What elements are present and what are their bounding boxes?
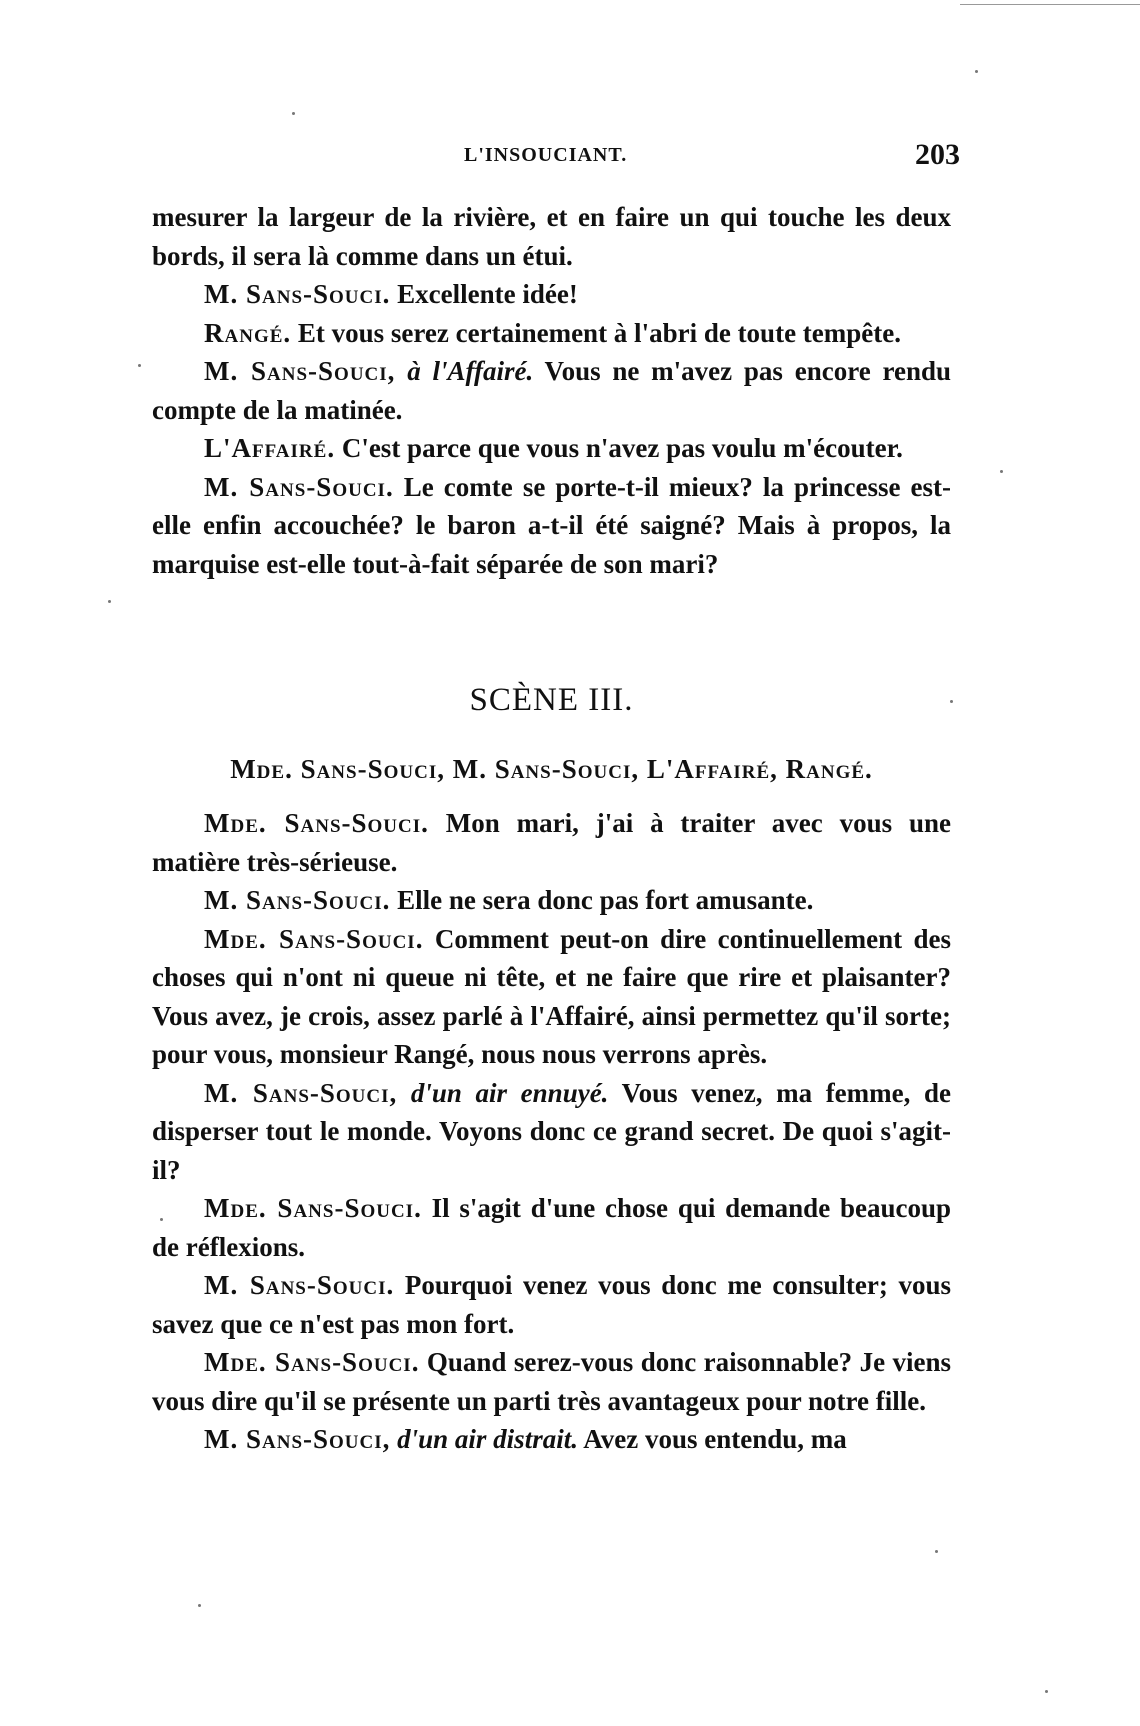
dialogue-text: Vous ne m'avez pas encore rendu compte de la matinée. — [152, 356, 951, 425]
dialogue-block-bottom — [152, 804, 951, 1459]
scan-speck — [1045, 1690, 1048, 1693]
speaker-name: M. Sans-Souci, — [204, 1424, 391, 1454]
dialogue-text: Vous venez, ma femme, de disperser tout le monde. Voyons donc ce grand secret. De quoi s'agit-il? — [152, 1077, 952, 1185]
dialogue-text: Pourquoi venez vous donc me consulter; vous savez que ce n'est pas mon fort. — [152, 1270, 951, 1339]
dialogue-text: Excellente idée! — [390, 279, 578, 309]
speaker-name: M. Sans-Souci. — [204, 471, 394, 502]
dialogue-text: Il s'agit d'une chose qui demande beaucoup de réflexions. — [152, 1193, 952, 1262]
dialogue-paragraph — [152, 1189, 951, 1266]
dialogue-paragraph — [152, 804, 951, 881]
page-number: 203 — [915, 138, 960, 171]
dialogue-text: Quand serez-vous donc raisonnable? Je viens vous dire qu'il se présente un parti très avantageux pour notre fille. — [152, 1347, 951, 1416]
running-head — [152, 138, 960, 178]
running-title: L'INSOUCIANT. — [464, 144, 628, 166]
dialogue-paragraph — [152, 920, 951, 1074]
dialogue-paragraph — [152, 468, 951, 584]
scan-speck — [198, 1604, 201, 1607]
speaker-name: M. Sans-Souci, — [204, 1077, 398, 1108]
scan-speck — [292, 112, 295, 115]
scene-cast-list: Mde. Sans-Souci, M. Sans-Souci, L'Affairé, Rangé. — [230, 754, 873, 784]
dialogue-text: Comment peut-on dire continuellement des choses qui n'ont ni queue ni tête, et ne faire que rire et plaisanter? Vous avez, je crois, assez parlé à l'Affairé, ainsi permettez qu'il sorte; pour vous, monsieur Rangé, nous nous verrons après. — [152, 923, 951, 1069]
dialogue-text: Elle ne sera donc pas fort amusante. — [390, 885, 814, 915]
speaker-name: L'Affairé. — [204, 433, 336, 463]
dialogue-text: C'est parce que vous n'avez pas voulu m'écouter. — [335, 433, 903, 463]
speaker-name: Rangé. — [204, 317, 292, 348]
dialogue-paragraph — [152, 1074, 951, 1190]
scan-speck — [138, 364, 141, 367]
speaker-name: M. Sans-Souci. — [204, 279, 391, 309]
dialogue-paragraph — [152, 198, 951, 275]
dialogue-paragraph — [152, 429, 951, 468]
scene-heading: SCÈNE III. — [469, 682, 634, 718]
dialogue-paragraph — [152, 881, 951, 920]
dialogue-paragraph — [152, 1420, 951, 1459]
scan-speck — [950, 700, 953, 703]
dialogue-paragraph — [152, 314, 951, 353]
stage-direction: d'un air distrait. — [390, 1424, 578, 1454]
speaker-name: Mde. Sans-Souci. — [204, 1193, 422, 1223]
scan-speck — [160, 1218, 163, 1221]
dialogue-paragraph — [152, 275, 951, 314]
stage-direction: d'un air ennuyé. — [397, 1077, 609, 1108]
speaker-name: Mde. Sans-Souci. — [204, 808, 429, 838]
speaker-name: M. Sans-Souci. — [204, 885, 391, 915]
speaker-name: Mde. Sans-Souci. — [204, 1347, 420, 1377]
top-edge-rule — [960, 4, 1140, 5]
speaker-name: Mde. Sans-Souci. — [204, 923, 424, 954]
scan-speck — [108, 600, 111, 603]
speaker-name: M. Sans-Souci, — [204, 356, 396, 386]
stage-direction: à l'Affairé. — [395, 356, 534, 386]
dialogue-paragraph — [152, 1266, 951, 1343]
dialogue-text: Avez vous entendu, ma — [577, 1424, 847, 1454]
dialogue-text: mesurer la largeur de la rivière, et en faire un qui touche les deux bords, il sera là comme dans un étui. — [152, 202, 951, 271]
dialogue-block-top — [152, 198, 951, 583]
speaker-name: M. Sans-Souci. — [204, 1270, 395, 1300]
dialogue-text: Et vous serez certainement à l'abri de toute tempête. — [291, 317, 901, 348]
scan-speck — [975, 70, 978, 73]
dialogue-text: Le comte se porte-t-il mieux? la princesse est-elle enfin accouchée? le baron a-t-il été saigné? Mais à propos, la marquise est-elle tout-à-fait séparée de son mari? — [152, 471, 951, 579]
dialogue-paragraph — [152, 352, 951, 429]
scan-speck — [935, 1550, 938, 1553]
scan-speck — [1000, 470, 1003, 473]
dialogue-paragraph — [152, 1343, 951, 1420]
dialogue-text: Mon mari, j'ai à traiter avec vous une matière très-sérieuse. — [152, 808, 951, 877]
